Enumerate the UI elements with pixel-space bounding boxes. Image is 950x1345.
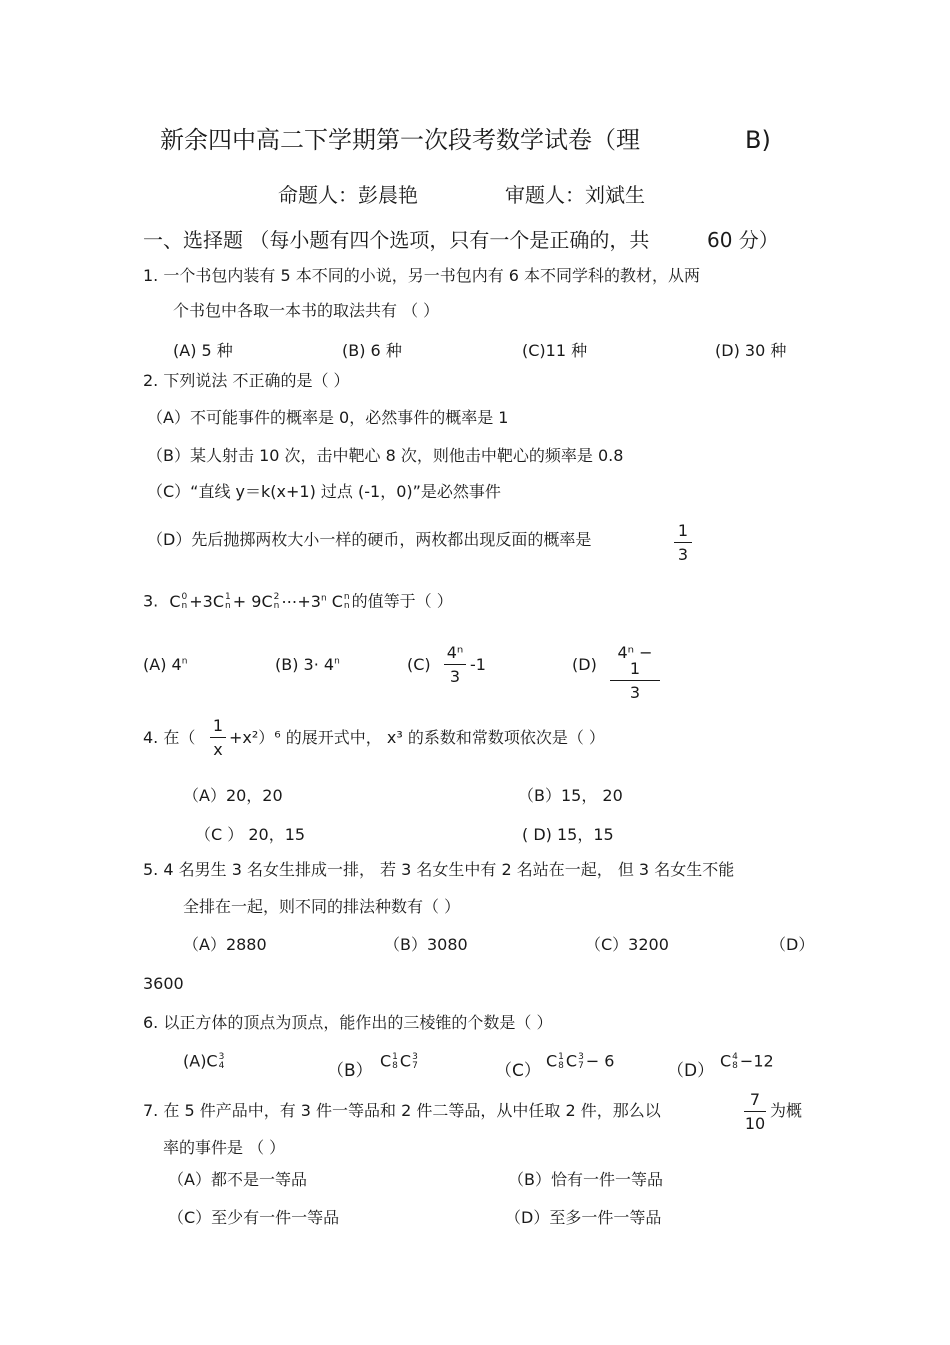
q4-option-b: （B）15， 20 (518, 786, 623, 805)
frac-bar (444, 664, 466, 665)
q2-fraction (674, 523, 692, 563)
q3-c-den: 3 (449, 667, 461, 686)
q5-option-d-value: 3600 (143, 974, 184, 993)
q3-option-b (275, 657, 340, 673)
q6-option-b-expr: C 1 8 C 3 7 (380, 1051, 418, 1071)
frac-bar (744, 1111, 766, 1112)
q2-option-b: （B）某人射击 10 次，击中靶心 8 次，则他击中靶心的频率是 0.8 (147, 446, 624, 465)
q4-frac-den: x (213, 740, 223, 759)
q2-frac-den: 3 (677, 545, 689, 564)
q3-option-c-fraction (444, 645, 466, 685)
q7-stem-line2: 率的事件是 （ ） (163, 1138, 286, 1157)
q6-option-b-label: （B） (327, 1061, 373, 1081)
q3-number: 3. (143, 591, 159, 611)
q3-option-c-tail: -1 (470, 655, 486, 674)
q4-fraction (210, 718, 226, 758)
q3-expression: C 0 n +3C 1 n + 9C 2 n $\cdots+3^n$ C n n (169, 591, 350, 611)
setter-label: 命题人：彭晨艳 (278, 183, 418, 207)
q2-option-a: （A）不可能事件的概率是 0，必然事件的概率是 1 (147, 408, 509, 427)
q2-stem: 2. 下列说法 不正确的是（ ） (143, 371, 350, 390)
q3-d-den: 3 (629, 683, 641, 702)
q6-option-a-text: (A)C (183, 1051, 218, 1071)
frac-bar (210, 737, 226, 738)
q1-stem-line2: 个书包中各取一本书的取法共有 （ ） (173, 301, 440, 320)
q3-option-a-text: (A) 4 (143, 655, 182, 674)
q7-option-c: （C）至少有一件一等品 (168, 1208, 340, 1227)
q3-option-b-text: (B) 3· 4 (275, 655, 335, 674)
q3-option-d-label: (D) (572, 655, 597, 674)
q3-tail: 的值等于（ ） (351, 591, 453, 611)
q1-option-d: (D) 30 种 (715, 341, 787, 360)
q7-option-d: （D）至多一件一等品 (505, 1208, 662, 1227)
q7-option-b: （B）恰有一件一等品 (508, 1170, 663, 1189)
q7-stem-line1: 7. 在 5 件产品中，有 3 件一等品和 2 件二等品，从中任取 2 件，那么以 (143, 1101, 661, 1120)
q4-option-a: （A）20，20 (183, 786, 283, 805)
q3-c-num: 4ⁿ (446, 643, 464, 662)
q1-option-b: (B) 6 种 (342, 341, 402, 360)
q7-stem-line1-tail: 为概 (770, 1101, 803, 1120)
q5-stem-line2: 全排在一起，则不同的排法种数有（ ） (183, 897, 461, 916)
q5-option-d: （D） (770, 935, 815, 954)
q1-stem-line1: 1. 一个书包内装有 5 本不同的小说，另一书包内有 6 本不同学科的教材，从两 (143, 266, 701, 285)
q6-option-a: (A)C 3 4 (183, 1051, 225, 1071)
q5-option-b: （B）3080 (384, 935, 468, 954)
q2-option-d: （D）先后抛掷两枚大小一样的硬币，两枚都出现反面的概率是 (147, 530, 592, 549)
frac-bar (674, 542, 692, 543)
section-score: 60 分） (707, 228, 779, 252)
exam-title-tag: B) (745, 126, 771, 154)
q7-fraction (744, 1092, 766, 1132)
q3-stem (143, 593, 453, 611)
section-heading: 一、选择题 （每小题有四个选项，只有一个是正确的，共 (143, 228, 650, 252)
q7-option-a: （A）都不是一等品 (168, 1170, 307, 1189)
frac-bar (610, 680, 660, 681)
exam-title: 新余四中高二下学期第一次段考数学试卷（理 (160, 126, 640, 154)
q6-stem: 6. 以正方体的顶点为顶点，能作出的三棱锥的个数是（ ） (143, 1013, 553, 1032)
q4-option-d: ( D) 15，15 (522, 825, 614, 844)
q4-option-c: （C ） 20，15 (195, 825, 306, 844)
q6-option-c-label: （C） (495, 1061, 541, 1081)
q2-frac-num: 1 (677, 521, 689, 540)
q4-stem-prefix: 4. 在（ (143, 728, 196, 747)
q1-option-a: (A) 5 种 (173, 341, 233, 360)
q4-frac-num: 1 (212, 716, 224, 735)
q1-option-c: (C)11 种 (522, 341, 588, 360)
q6-option-d-expr: C 4 8 −12 (720, 1051, 774, 1071)
q6-option-d-tail: −12 (739, 1051, 774, 1071)
q5-stem-line1: 5. 4 名男生 3 名女生排成一排， 若 3 名女生中有 2 名站在一起， 但 3 名女生不能 (143, 860, 735, 879)
q3-option-d-fraction (610, 645, 660, 701)
q5-option-c: （C）3200 (585, 935, 669, 954)
q3-d-num: 4ⁿ − 1 (617, 643, 653, 678)
q3-option-a (143, 657, 187, 673)
q3-option-b-exp: n (334, 656, 340, 667)
q6-option-c-tail: − 6 (585, 1051, 615, 1071)
q3-option-a-exp: n (181, 656, 188, 667)
q7-frac-num: 7 (749, 1090, 761, 1109)
q6-option-c-expr: C 1 8 C 3 7 − 6 (546, 1051, 615, 1071)
q6-option-d-label: （D） (667, 1061, 715, 1081)
q5-option-a: （A）2880 (183, 935, 267, 954)
q3-option-c-label: (C) (407, 655, 431, 674)
q2-option-c: （C）“直线 y＝k(x+1) 过点 (-1，0)”是必然事件 (147, 482, 501, 501)
reviewer-label: 审题人：刘斌生 (505, 183, 645, 207)
q4-stem-rest: +x²）⁶ 的展开式中， x³ 的系数和常数项依次是（ ） (229, 728, 605, 747)
q7-frac-den: 10 (744, 1114, 766, 1133)
